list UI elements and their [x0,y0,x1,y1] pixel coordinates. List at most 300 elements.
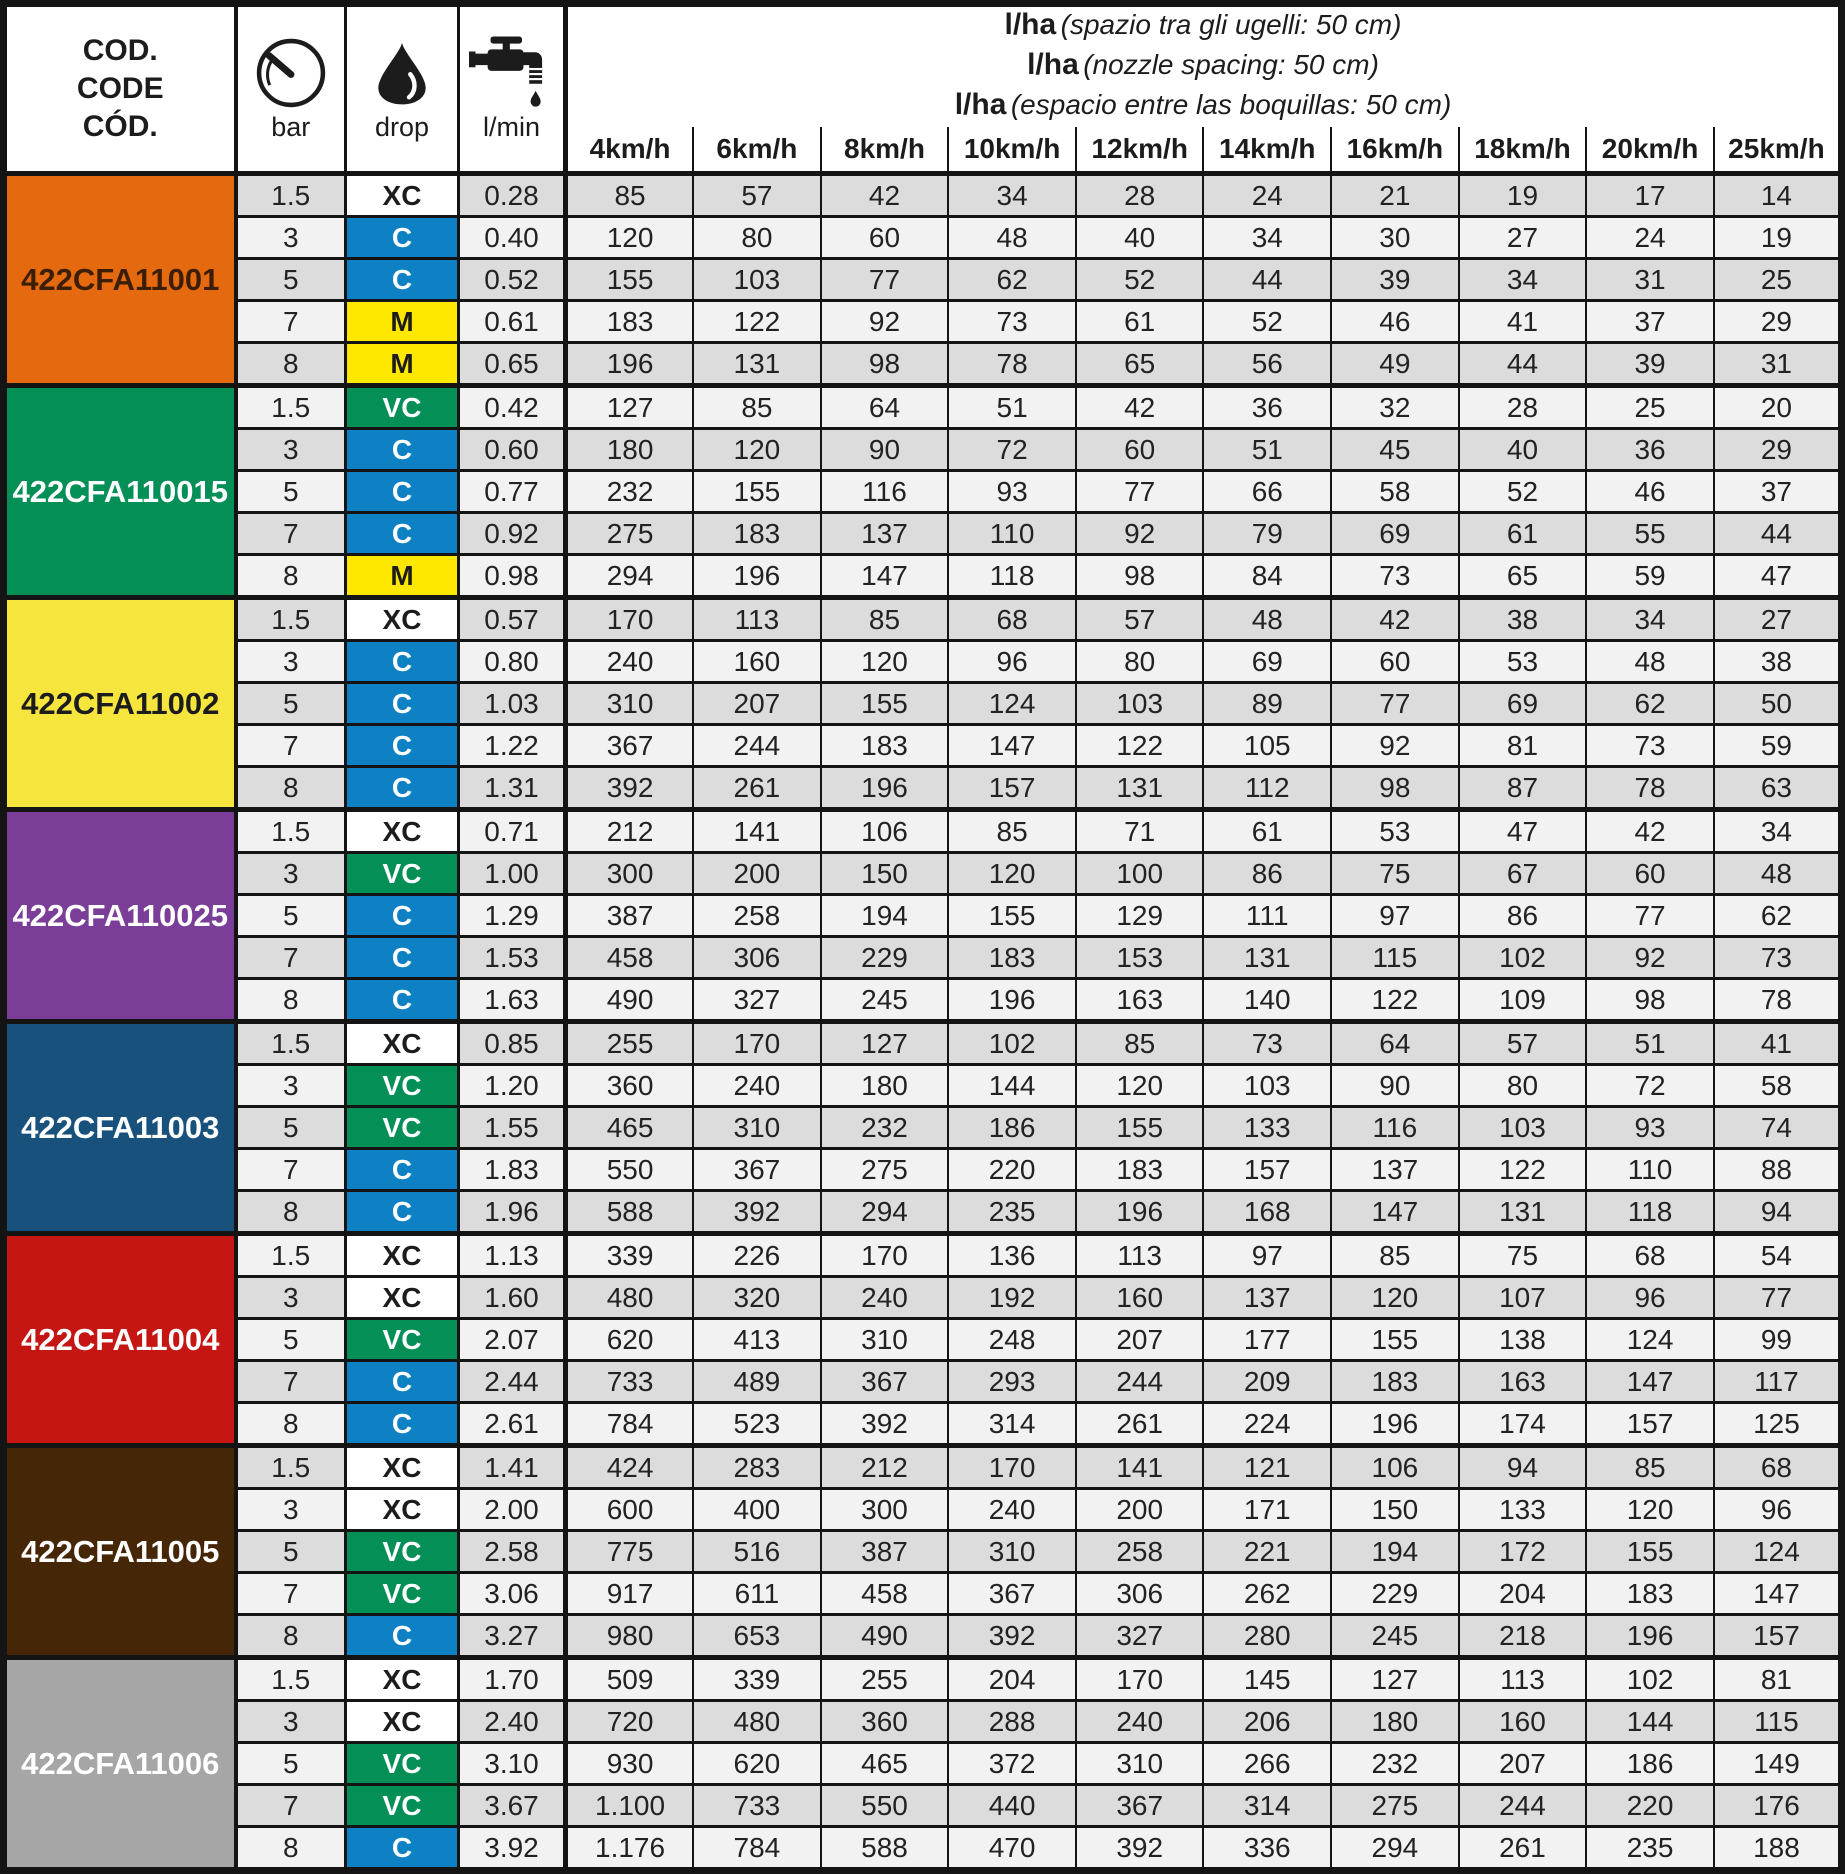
speed-header-18km/h: 18km/h [1459,127,1587,174]
flow-lmin-cell: 0.80 [459,641,566,683]
lha-value-cell-20km/h: 220 [1586,1785,1714,1827]
lha-value-cell-20km/h: 77 [1586,895,1714,937]
lha-value-cell-18km/h: 47 [1459,810,1587,853]
lha-value-cell-20km/h: 62 [1586,683,1714,725]
lha-note-es: (espacio entre las boquillas: 50 cm) [1010,89,1452,120]
lha-value-cell-25km/h: 48 [1714,853,1842,895]
lha-value-cell-18km/h: 87 [1459,767,1587,810]
lha-value-cell-8km/h: 229 [821,937,949,979]
drop-size-cell: C [346,1361,459,1403]
drop-size-cell: C [346,937,459,979]
drop-size-cell: XC [346,1277,459,1319]
lha-value-cell-4km/h: 339 [566,1234,694,1277]
lha-value-cell-4km/h: 367 [566,725,694,767]
lha-value-cell-6km/h: 183 [693,513,821,555]
lha-value-cell-14km/h: 111 [1203,895,1331,937]
lha-value-cell-14km/h: 171 [1203,1489,1331,1531]
lha-value-cell-4km/h: 784 [566,1403,694,1446]
lha-value-cell-6km/h: 207 [693,683,821,725]
header-lha [566,4,1842,128]
lha-value-cell-10km/h: 293 [948,1361,1076,1403]
lha-value-cell-12km/h: 61 [1076,301,1204,343]
table-body [4,174,1842,1871]
lha-value-cell-25km/h: 54 [1714,1234,1842,1277]
table-row [4,1658,1842,1701]
lha-value-cell-20km/h: 196 [1586,1615,1714,1658]
lha-value-cell-18km/h: 38 [1459,598,1587,641]
lha-value-cell-8km/h: 116 [821,471,949,513]
lha-value-cell-4km/h: 183 [566,301,694,343]
lha-value-cell-14km/h: 79 [1203,513,1331,555]
table-row [4,853,1842,895]
lha-value-cell-14km/h: 209 [1203,1361,1331,1403]
drop-size-cell: M [346,555,459,598]
lha-value-cell-20km/h: 34 [1586,598,1714,641]
bar-pressure-cell: 3 [236,1277,346,1319]
lha-value-cell-14km/h: 56 [1203,343,1331,386]
lha-value-cell-4km/h: 275 [566,513,694,555]
lha-line-it [568,7,1838,47]
lha-value-cell-18km/h: 86 [1459,895,1587,937]
lha-value-cell-25km/h: 68 [1714,1446,1842,1489]
lha-value-cell-14km/h: 44 [1203,259,1331,301]
lha-value-cell-10km/h: 183 [948,937,1076,979]
flow-lmin-cell: 1.13 [459,1234,566,1277]
lha-value-cell-20km/h: 48 [1586,641,1714,683]
lha-value-cell-25km/h: 124 [1714,1531,1842,1573]
lha-value-cell-20km/h: 124 [1586,1319,1714,1361]
lha-value-cell-18km/h: 75 [1459,1234,1587,1277]
speed-header-16km/h: 16km/h [1331,127,1459,174]
bar-pressure-cell: 8 [236,979,346,1022]
lha-value-cell-14km/h: 336 [1203,1827,1331,1871]
drop-size-cell: C [346,725,459,767]
bar-pressure-cell: 3 [236,1489,346,1531]
lha-value-cell-6km/h: 113 [693,598,821,641]
lha-value-cell-12km/h: 153 [1076,937,1204,979]
lha-value-cell-20km/h: 118 [1586,1191,1714,1234]
header-code [4,4,236,174]
lha-value-cell-8km/h: 550 [821,1785,949,1827]
lha-value-cell-25km/h: 157 [1714,1615,1842,1658]
bar-pressure-cell: 1.5 [236,1234,346,1277]
lha-value-cell-18km/h: 133 [1459,1489,1587,1531]
lha-value-cell-16km/h: 97 [1331,895,1459,937]
flow-lmin-cell: 0.98 [459,555,566,598]
lha-value-cell-20km/h: 39 [1586,343,1714,386]
speed-header-8km/h: 8km/h [821,127,949,174]
lha-value-cell-10km/h: 78 [948,343,1076,386]
drop-size-cell: VC [346,1107,459,1149]
lha-value-cell-25km/h: 147 [1714,1573,1842,1615]
lha-value-cell-10km/h: 372 [948,1743,1076,1785]
flow-lmin-cell: 1.63 [459,979,566,1022]
bar-pressure-cell: 3 [236,217,346,259]
flow-lmin-cell: 3.10 [459,1743,566,1785]
flow-lmin-cell: 1.29 [459,895,566,937]
bar-pressure-cell: 7 [236,1785,346,1827]
lha-value-cell-10km/h: 120 [948,853,1076,895]
lha-value-cell-8km/h: 42 [821,174,949,217]
lha-value-cell-14km/h: 51 [1203,429,1331,471]
drop-size-cell: XC [346,598,459,641]
lha-value-cell-12km/h: 71 [1076,810,1204,853]
lha-value-cell-10km/h: 248 [948,1319,1076,1361]
lha-value-cell-6km/h: 80 [693,217,821,259]
lha-value-cell-25km/h: 34 [1714,810,1842,853]
lha-value-cell-20km/h: 147 [1586,1361,1714,1403]
lha-value-cell-20km/h: 25 [1586,386,1714,429]
speed-header-4km/h: 4km/h [566,127,694,174]
code-label-line3: CÓD. [82,110,158,143]
lha-value-cell-14km/h: 86 [1203,853,1331,895]
lha-value-cell-4km/h: 480 [566,1277,694,1319]
bar-pressure-cell: 7 [236,1361,346,1403]
lha-value-cell-18km/h: 204 [1459,1573,1587,1615]
lha-value-cell-16km/h: 183 [1331,1361,1459,1403]
flow-lmin-cell: 3.27 [459,1615,566,1658]
lha-value-cell-10km/h: 72 [948,429,1076,471]
lha-value-cell-4km/h: 1.100 [566,1785,694,1827]
lha-value-cell-16km/h: 127 [1331,1658,1459,1701]
lha-value-cell-4km/h: 310 [566,683,694,725]
lha-value-cell-14km/h: 73 [1203,1022,1331,1065]
bar-pressure-cell: 7 [236,1149,346,1191]
lha-value-cell-10km/h: 235 [948,1191,1076,1234]
lha-value-cell-25km/h: 19 [1714,217,1842,259]
bar-pressure-cell: 5 [236,1319,346,1361]
bar-pressure-cell: 8 [236,1615,346,1658]
lha-value-cell-16km/h: 122 [1331,979,1459,1022]
lha-value-cell-6km/h: 226 [693,1234,821,1277]
bar-pressure-cell: 1.5 [236,810,346,853]
drop-size-cell: C [346,217,459,259]
lha-value-cell-6km/h: 261 [693,767,821,810]
lha-value-cell-16km/h: 49 [1331,343,1459,386]
lha-value-cell-4km/h: 733 [566,1361,694,1403]
lha-value-cell-14km/h: 34 [1203,217,1331,259]
drop-size-cell: XC [346,1658,459,1701]
lha-value-cell-20km/h: 55 [1586,513,1714,555]
lha-value-cell-18km/h: 40 [1459,429,1587,471]
bar-pressure-cell: 3 [236,1065,346,1107]
lha-value-cell-18km/h: 218 [1459,1615,1587,1658]
lha-value-cell-4km/h: 180 [566,429,694,471]
lha-value-cell-6km/h: 489 [693,1361,821,1403]
lha-value-cell-4km/h: 588 [566,1191,694,1234]
header-lmin [459,4,566,174]
table-row [4,1149,1842,1191]
table-row [4,895,1842,937]
lha-value-cell-18km/h: 109 [1459,979,1587,1022]
lha-value-cell-14km/h: 314 [1203,1785,1331,1827]
lha-value-cell-16km/h: 294 [1331,1827,1459,1871]
lha-value-cell-8km/h: 180 [821,1065,949,1107]
drop-size-cell: C [346,1149,459,1191]
lha-value-cell-8km/h: 245 [821,979,949,1022]
speed-header-12km/h: 12km/h [1076,127,1204,174]
bar-pressure-cell: 1.5 [236,174,346,217]
lha-value-cell-6km/h: 367 [693,1149,821,1191]
lha-value-cell-12km/h: 100 [1076,853,1204,895]
lha-value-cell-16km/h: 275 [1331,1785,1459,1827]
lha-value-cell-10km/h: 34 [948,174,1076,217]
lha-value-cell-4km/h: 917 [566,1573,694,1615]
lha-value-cell-14km/h: 121 [1203,1446,1331,1489]
header-drop [346,4,459,174]
lha-value-cell-14km/h: 103 [1203,1065,1331,1107]
lha-value-cell-20km/h: 17 [1586,174,1714,217]
lha-value-cell-8km/h: 367 [821,1361,949,1403]
table-row [4,259,1842,301]
bar-pressure-cell: 1.5 [236,386,346,429]
flow-lmin-cell: 1.60 [459,1277,566,1319]
table-row [4,1743,1842,1785]
lha-value-cell-8km/h: 240 [821,1277,949,1319]
drop-size-cell: XC [346,174,459,217]
lha-value-cell-10km/h: 186 [948,1107,1076,1149]
lha-value-cell-4km/h: 1.176 [566,1827,694,1871]
lha-value-cell-25km/h: 27 [1714,598,1842,641]
lha-value-cell-14km/h: 221 [1203,1531,1331,1573]
lha-value-cell-18km/h: 174 [1459,1403,1587,1446]
lha-value-cell-25km/h: 125 [1714,1403,1842,1446]
lha-value-cell-4km/h: 458 [566,937,694,979]
lha-value-cell-18km/h: 81 [1459,725,1587,767]
lha-value-cell-20km/h: 31 [1586,259,1714,301]
flow-lmin-cell: 0.60 [459,429,566,471]
table-header [4,4,1842,174]
lha-value-cell-25km/h: 14 [1714,174,1842,217]
lha-value-cell-12km/h: 240 [1076,1701,1204,1743]
lha-value-cell-10km/h: 102 [948,1022,1076,1065]
lha-value-cell-14km/h: 140 [1203,979,1331,1022]
bar-pressure-cell: 7 [236,301,346,343]
lha-value-cell-4km/h: 720 [566,1701,694,1743]
lha-value-cell-10km/h: 144 [948,1065,1076,1107]
lha-value-cell-25km/h: 25 [1714,259,1842,301]
lha-value-cell-12km/h: 155 [1076,1107,1204,1149]
flow-lmin-cell: 1.53 [459,937,566,979]
lha-value-cell-8km/h: 77 [821,259,949,301]
lha-value-cell-14km/h: 280 [1203,1615,1331,1658]
flow-lmin-cell: 1.96 [459,1191,566,1234]
table-row [4,1065,1842,1107]
lha-value-cell-20km/h: 37 [1586,301,1714,343]
lha-value-cell-18km/h: 57 [1459,1022,1587,1065]
lha-note-en: (nozzle spacing: 50 cm) [1083,49,1379,80]
table-row [4,937,1842,979]
lha-value-cell-25km/h: 74 [1714,1107,1842,1149]
lha-value-cell-18km/h: 94 [1459,1446,1587,1489]
lha-value-cell-10km/h: 51 [948,386,1076,429]
lha-value-cell-10km/h: 110 [948,513,1076,555]
bar-pressure-cell: 1.5 [236,1658,346,1701]
lha-value-cell-6km/h: 653 [693,1615,821,1658]
drop-size-cell: C [346,429,459,471]
flow-lmin-cell: 2.44 [459,1361,566,1403]
table-row [4,1277,1842,1319]
table-row [4,1107,1842,1149]
lha-value-cell-12km/h: 65 [1076,343,1204,386]
flow-lmin-cell: 0.28 [459,174,566,217]
lha-value-cell-20km/h: 155 [1586,1531,1714,1573]
lha-value-cell-4km/h: 232 [566,471,694,513]
bar-pressure-cell: 5 [236,683,346,725]
lha-value-cell-4km/h: 85 [566,174,694,217]
lha-value-cell-12km/h: 98 [1076,555,1204,598]
lha-value-cell-20km/h: 235 [1586,1827,1714,1871]
lha-value-cell-16km/h: 60 [1331,641,1459,683]
flow-lmin-cell: 0.61 [459,301,566,343]
lha-value-cell-14km/h: 84 [1203,555,1331,598]
lha-value-cell-6km/h: 306 [693,937,821,979]
lha-value-cell-4km/h: 360 [566,1065,694,1107]
lha-value-cell-6km/h: 240 [693,1065,821,1107]
lha-value-cell-16km/h: 39 [1331,259,1459,301]
lha-value-cell-20km/h: 120 [1586,1489,1714,1531]
lha-value-cell-8km/h: 300 [821,1489,949,1531]
table-row [4,386,1842,429]
lha-value-cell-14km/h: 97 [1203,1234,1331,1277]
code-label-line2: CODE [76,72,164,105]
bar-icon-wrap [238,7,345,171]
drop-size-cell: XC [346,1234,459,1277]
drop-size-cell: XC [346,1489,459,1531]
lha-value-cell-8km/h: 387 [821,1531,949,1573]
lha-value-cell-20km/h: 144 [1586,1701,1714,1743]
lha-value-cell-10km/h: 118 [948,555,1076,598]
lha-value-cell-16km/h: 245 [1331,1615,1459,1658]
lha-value-cell-14km/h: 137 [1203,1277,1331,1319]
lha-value-cell-12km/h: 129 [1076,895,1204,937]
speed-header-20km/h: 20km/h [1586,127,1714,174]
lha-value-cell-10km/h: 68 [948,598,1076,641]
flow-lmin-cell: 0.85 [459,1022,566,1065]
product-code-cell: 422CFA11002 [4,598,236,810]
lha-value-cell-4km/h: 155 [566,259,694,301]
table-row [4,1489,1842,1531]
lha-value-cell-25km/h: 149 [1714,1743,1842,1785]
lha-value-cell-20km/h: 93 [1586,1107,1714,1149]
lha-value-cell-6km/h: 283 [693,1446,821,1489]
lha-value-cell-12km/h: 28 [1076,174,1204,217]
lha-value-cell-6km/h: 327 [693,979,821,1022]
lha-value-cell-16km/h: 58 [1331,471,1459,513]
lha-value-cell-10km/h: 220 [948,1149,1076,1191]
table-row [4,1319,1842,1361]
bar-pressure-cell: 5 [236,1743,346,1785]
lha-value-cell-12km/h: 40 [1076,217,1204,259]
lha-value-cell-14km/h: 36 [1203,386,1331,429]
lha-line-en [568,47,1838,87]
lha-value-cell-6km/h: 103 [693,259,821,301]
lha-value-cell-18km/h: 19 [1459,174,1587,217]
lha-value-cell-18km/h: 107 [1459,1277,1587,1319]
flow-lmin-cell: 0.42 [459,386,566,429]
bar-pressure-cell: 3 [236,641,346,683]
lha-value-cell-25km/h: 58 [1714,1065,1842,1107]
lha-value-cell-25km/h: 63 [1714,767,1842,810]
table-row [4,343,1842,386]
lha-value-cell-10km/h: 310 [948,1531,1076,1573]
lha-value-cell-12km/h: 183 [1076,1149,1204,1191]
lha-value-cell-8km/h: 64 [821,386,949,429]
lha-value-cell-16km/h: 232 [1331,1743,1459,1785]
lha-value-cell-25km/h: 29 [1714,429,1842,471]
lha-value-cell-10km/h: 240 [948,1489,1076,1531]
bar-pressure-cell: 5 [236,895,346,937]
lha-value-cell-6km/h: 200 [693,853,821,895]
lha-value-cell-6km/h: 196 [693,555,821,598]
lha-value-cell-6km/h: 516 [693,1531,821,1573]
lha-value-cell-10km/h: 470 [948,1827,1076,1871]
flow-lmin-cell: 0.71 [459,810,566,853]
product-code-cell: 422CFA11005 [4,1446,236,1658]
drop-size-cell: C [346,1827,459,1871]
lha-value-cell-12km/h: 57 [1076,598,1204,641]
lha-value-cell-8km/h: 465 [821,1743,949,1785]
lha-value-cell-20km/h: 60 [1586,853,1714,895]
lha-value-cell-18km/h: 261 [1459,1827,1587,1871]
bar-pressure-cell: 3 [236,853,346,895]
lha-value-cell-12km/h: 327 [1076,1615,1204,1658]
drop-size-cell: VC [346,386,459,429]
lha-unit: l/ha [1004,8,1057,41]
lha-value-cell-16km/h: 92 [1331,725,1459,767]
bar-pressure-cell: 8 [236,343,346,386]
lha-value-cell-12km/h: 42 [1076,386,1204,429]
lha-line-es [568,87,1838,127]
lha-value-cell-18km/h: 34 [1459,259,1587,301]
lha-value-cell-6km/h: 784 [693,1827,821,1871]
lha-value-cell-4km/h: 127 [566,386,694,429]
lha-value-cell-4km/h: 620 [566,1319,694,1361]
lha-value-cell-14km/h: 112 [1203,767,1331,810]
lha-value-cell-12km/h: 261 [1076,1403,1204,1446]
lha-value-cell-6km/h: 170 [693,1022,821,1065]
lha-value-cell-12km/h: 85 [1076,1022,1204,1065]
lha-value-cell-18km/h: 131 [1459,1191,1587,1234]
lha-value-cell-18km/h: 103 [1459,1107,1587,1149]
lha-value-cell-16km/h: 45 [1331,429,1459,471]
lha-value-cell-25km/h: 59 [1714,725,1842,767]
lha-value-cell-10km/h: 170 [948,1446,1076,1489]
lha-value-cell-8km/h: 588 [821,1827,949,1871]
lha-value-cell-10km/h: 96 [948,641,1076,683]
lha-value-cell-25km/h: 37 [1714,471,1842,513]
lha-value-cell-8km/h: 490 [821,1615,949,1658]
lha-value-cell-16km/h: 42 [1331,598,1459,641]
flow-lmin-cell: 0.57 [459,598,566,641]
speed-header-10km/h: 10km/h [948,127,1076,174]
lha-value-cell-12km/h: 60 [1076,429,1204,471]
flow-lmin-cell: 2.40 [459,1701,566,1743]
bar-pressure-cell: 1.5 [236,1022,346,1065]
lha-value-cell-8km/h: 255 [821,1658,949,1701]
pressure-gauge-icon [253,35,329,111]
lha-value-cell-20km/h: 72 [1586,1065,1714,1107]
lha-unit: l/ha [954,88,1007,121]
lha-value-cell-14km/h: 168 [1203,1191,1331,1234]
lha-value-cell-8km/h: 150 [821,853,949,895]
table-row [4,1615,1842,1658]
table-row [4,1701,1842,1743]
lha-value-cell-16km/h: 196 [1331,1403,1459,1446]
drop-size-cell: VC [346,853,459,895]
lha-value-cell-12km/h: 196 [1076,1191,1204,1234]
table-row [4,1403,1842,1446]
